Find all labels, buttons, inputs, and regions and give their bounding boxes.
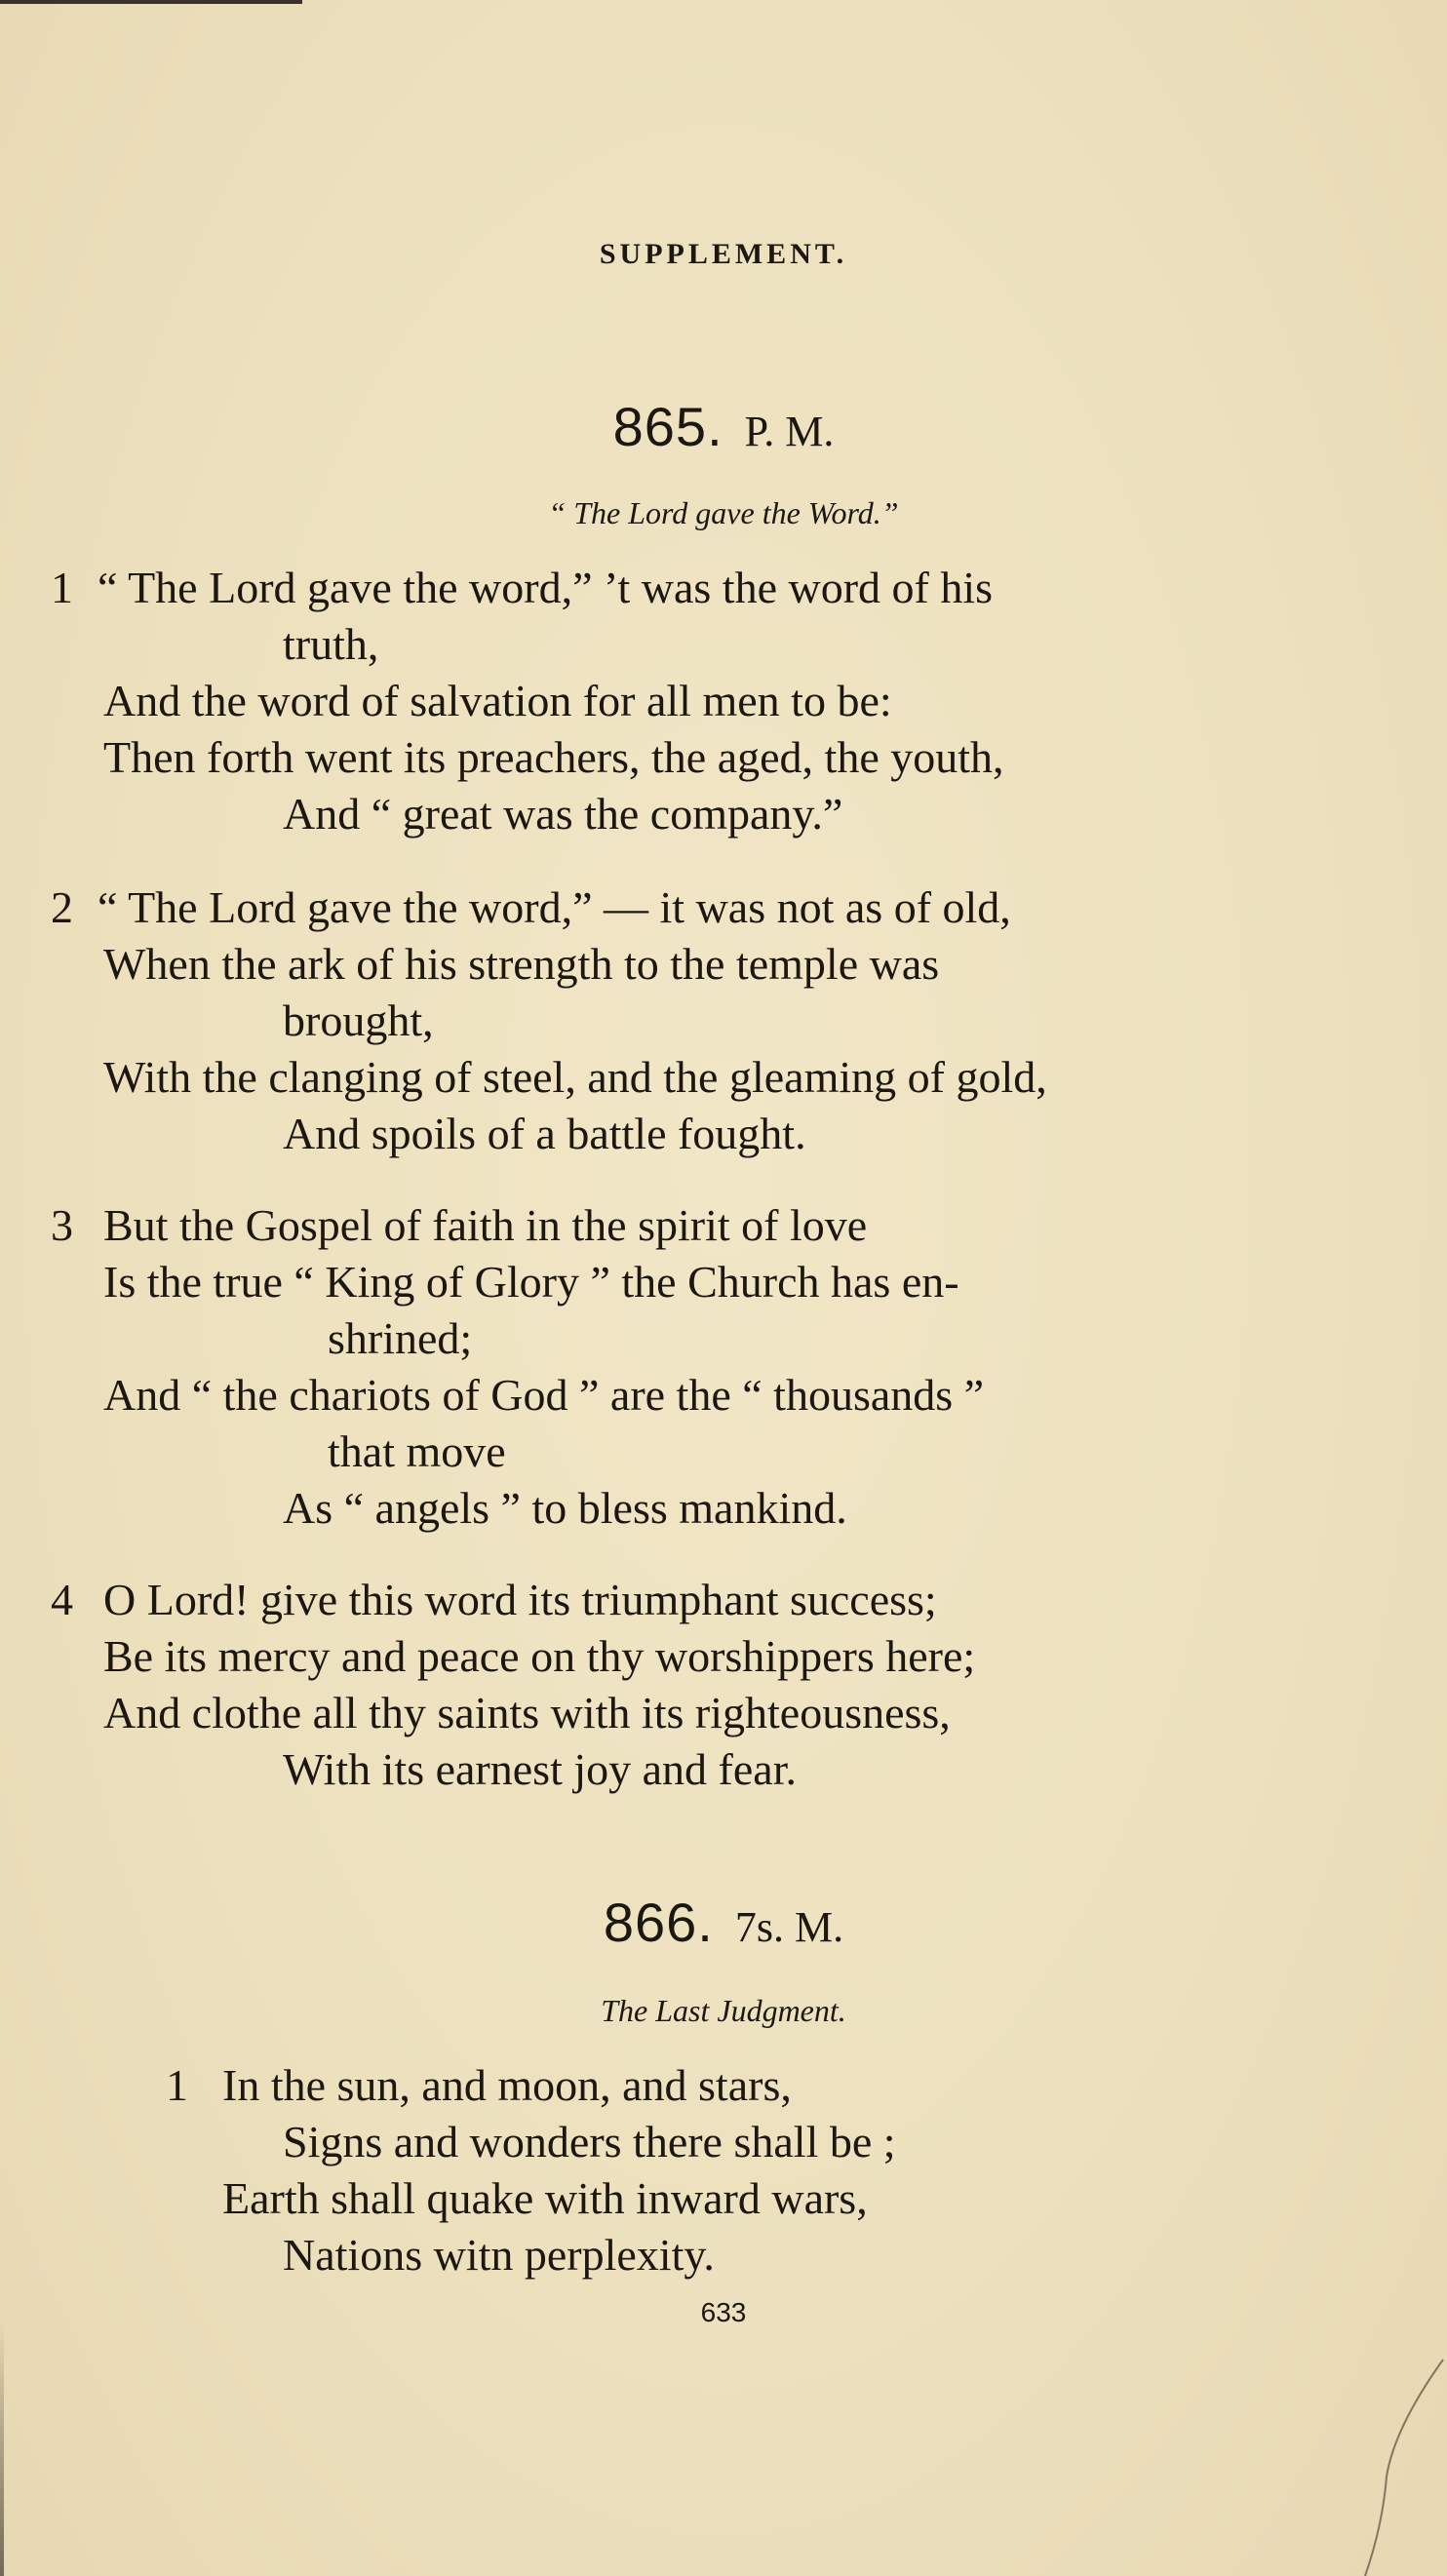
running-head: SUPPLEMENT. (599, 238, 848, 270)
verse-line: truth, (283, 619, 379, 669)
verse-line: O Lord! give this word its triumphant success; (103, 1575, 937, 1624)
hymn-heading (0, 394, 1447, 459)
verse-line: When the ark of his strength to the temple was (103, 939, 940, 989)
verse-line: “ The Lord gave the word,” — it was not as of old, (98, 882, 1011, 932)
verse-line: And “ the chariots of God ” are the “ thousands ” (103, 1370, 985, 1420)
verse-line: And the word of salvation for all men to be: (103, 676, 892, 725)
stanza-number: 1 (166, 2060, 188, 2110)
stanza-number: 4 (51, 1575, 73, 1624)
verse-line: Earth shall quake with inward wars, (222, 2173, 868, 2223)
verse-line: With the clanging of steel, and the gleaming of gold, (103, 1052, 1047, 1102)
verse-line: Nations witn perplexity. (283, 2230, 715, 2280)
verse-line: Be its mercy and peace on thy worshippers here; (103, 1631, 976, 1681)
hymn-heading (0, 1890, 1447, 1955)
verse-line: Then forth went its preachers, the aged, the youth, (103, 732, 1004, 782)
verse-line: And “ great was the company.” (283, 789, 843, 839)
verse-line: Is the true “ King of Glory ” the Church has en- (103, 1257, 959, 1307)
hymn-number: 866. (603, 1892, 714, 1953)
top-rule (0, 0, 302, 4)
verse-line: Signs and wonders there shall be ; (283, 2117, 896, 2166)
verse-line: In the sun, and moon, and stars, (222, 2060, 792, 2110)
verse-line: With its earnest joy and fear. (283, 1744, 797, 1794)
verse-line: brought, (283, 995, 434, 1045)
stanza-number: 3 (51, 1200, 73, 1250)
verse-line: And spoils of a battle fought. (283, 1109, 806, 1158)
verse-line: As “ angels ” to bless mankind. (283, 1483, 847, 1533)
hymn-meter: P. M. (744, 408, 835, 455)
stanza-number: 2 (51, 882, 73, 932)
page-number: 633 (700, 2297, 747, 2327)
hymn-meter: 7s. M. (734, 1903, 844, 1951)
verse-line: “ The Lord gave the word,” ’t was the word of his (98, 563, 994, 612)
verse-line: that move (328, 1426, 506, 1476)
hymn-title: “ The Lord gave the Word.” (548, 495, 899, 530)
stanza-number: 1 (51, 563, 73, 612)
page-corner-mark (1326, 2340, 1447, 2576)
binding-edge (0, 2321, 4, 2576)
verse-line: But the Gospel of faith in the spirit of love (103, 1200, 868, 1250)
verse-line: And clothe all thy saints with its righteousness, (103, 1688, 951, 1737)
verse-line: shrined; (328, 1313, 473, 1363)
hymn-title: The Last Judgment. (601, 1993, 846, 2028)
hymn-number: 865. (612, 396, 724, 457)
